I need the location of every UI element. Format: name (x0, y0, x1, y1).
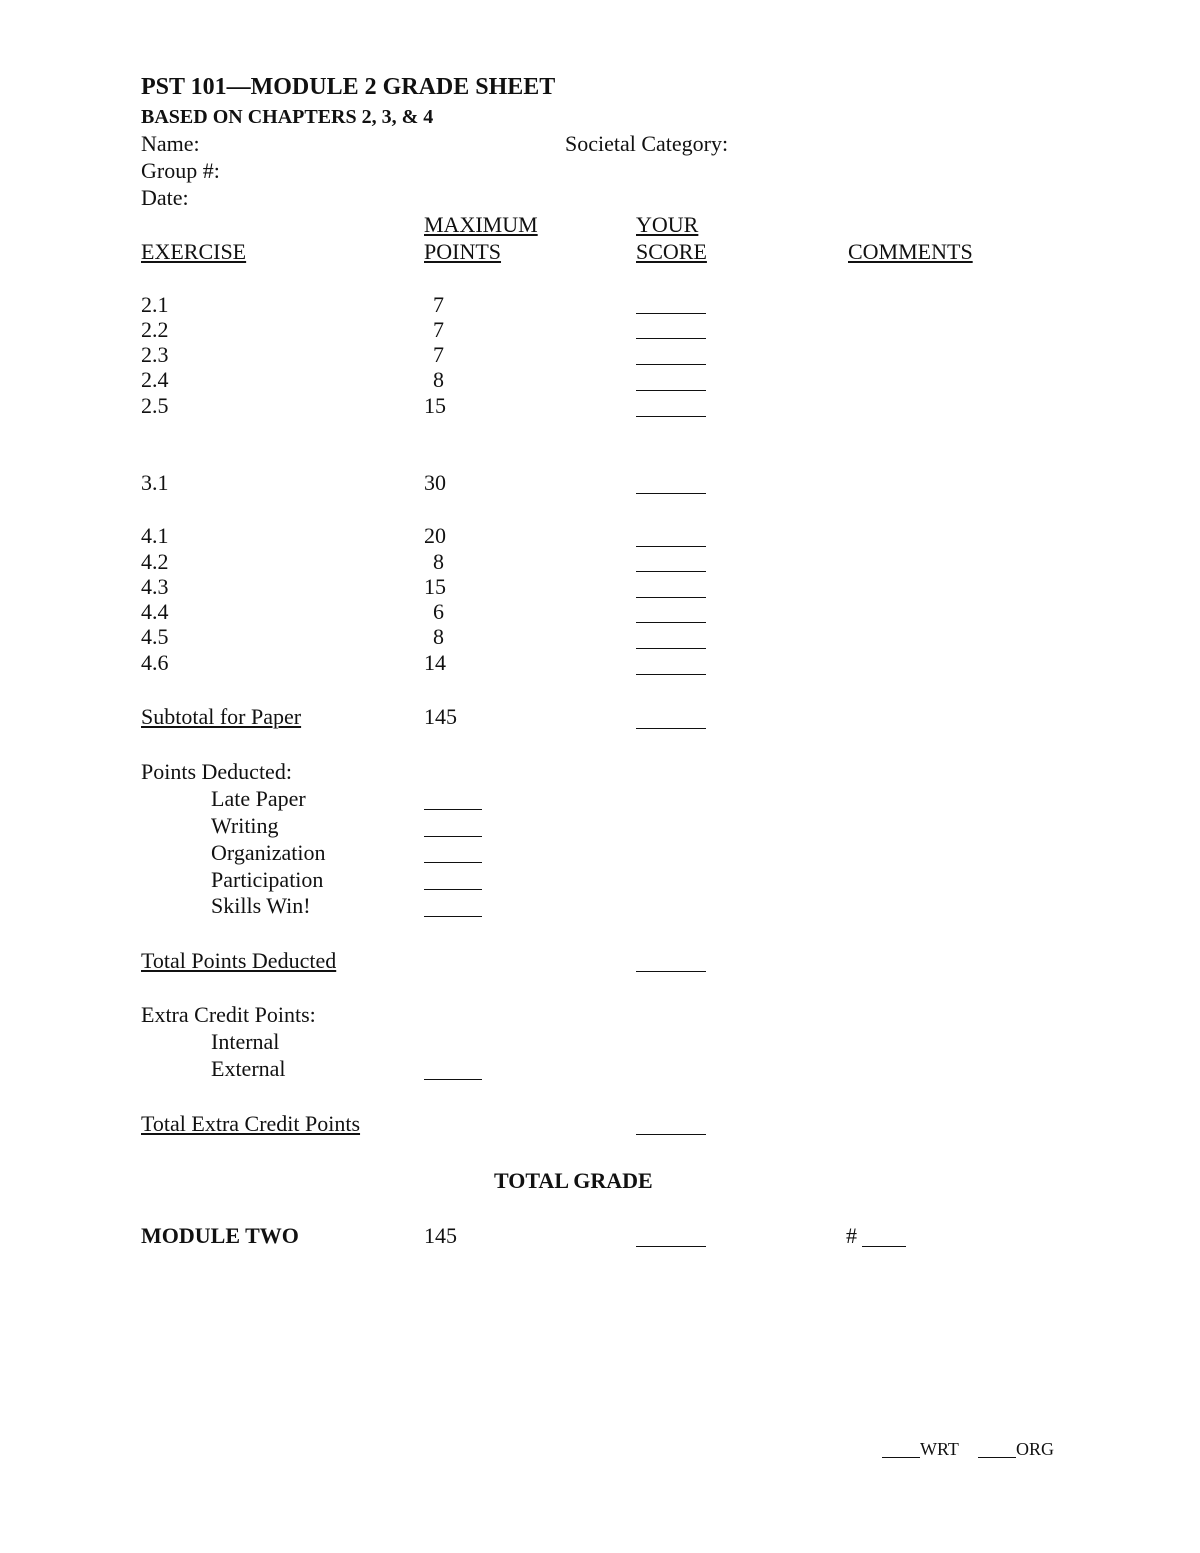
org-blank[interactable] (978, 1457, 1016, 1458)
max-points-header-line1: MAXIMUM (424, 212, 538, 237)
max-points: 8 (433, 549, 444, 574)
extra-credit-heading: Extra Credit Points: (141, 1002, 316, 1027)
comments-header: COMMENTS (848, 239, 973, 264)
exercise-number: 4.6 (141, 650, 169, 675)
org-label: ORG (1016, 1439, 1055, 1459)
deduction-skills-win: Skills Win! (211, 893, 311, 918)
score-blank[interactable] (636, 313, 706, 314)
deduction-blank[interactable] (424, 862, 482, 863)
page-subtitle: BASED ON CHAPTERS 2, 3, & 4 (141, 106, 434, 128)
points-deducted-heading: Points Deducted: (141, 759, 292, 784)
total-deducted-blank[interactable] (636, 971, 706, 972)
total-grade-heading: TOTAL GRADE (494, 1168, 653, 1193)
max-points: 20 (424, 523, 446, 548)
score-blank[interactable] (636, 622, 706, 623)
max-points: 7 (433, 317, 444, 342)
exercise-number: 3.1 (141, 470, 169, 495)
deduction-blank[interactable] (424, 809, 482, 810)
group-label: Group #: (141, 158, 220, 183)
subtotal-label: Subtotal for Paper (141, 704, 302, 729)
max-points: 8 (433, 624, 444, 649)
total-extra-credit-label: Total Extra Credit Points (141, 1111, 361, 1136)
deduction-blank[interactable] (424, 916, 482, 917)
score-blank[interactable] (636, 364, 706, 365)
deduction-blank[interactable] (424, 836, 482, 837)
deduction-blank[interactable] (424, 889, 482, 890)
exercise-number: 4.3 (141, 574, 169, 599)
page-title: PST 101—MODULE 2 GRADE SHEET (141, 74, 556, 100)
score-blank[interactable] (636, 648, 706, 649)
extra-credit-external: External (211, 1056, 286, 1081)
rank-hash: # (846, 1223, 857, 1248)
wrt-blank[interactable] (882, 1457, 920, 1458)
subtotal-points: 145 (424, 704, 457, 729)
score-blank[interactable] (636, 546, 706, 547)
score-blank[interactable] (636, 674, 706, 675)
max-points: 14 (424, 650, 446, 675)
date-label: Date: (141, 185, 189, 210)
max-points-header-line2: POINTS (424, 239, 502, 264)
deduction-organization: Organization (211, 840, 326, 865)
score-blank[interactable] (636, 338, 706, 339)
deduction-late-paper: Late Paper (211, 786, 306, 811)
exercise-number: 4.1 (141, 523, 169, 548)
your-score-header-line2: SCORE (636, 239, 707, 264)
score-blank[interactable] (636, 597, 706, 598)
score-blank[interactable] (636, 571, 706, 572)
max-points: 7 (433, 342, 444, 367)
exercise-number: 4.5 (141, 624, 169, 649)
exercise-number: 2.5 (141, 393, 169, 418)
module-two-score-blank[interactable] (636, 1246, 706, 1247)
exercise-number: 2.2 (141, 317, 169, 342)
max-points: 7 (433, 292, 444, 317)
deduction-writing: Writing (211, 813, 279, 838)
module-two-points: 145 (424, 1223, 457, 1248)
rank-blank[interactable] (862, 1246, 906, 1247)
extra-credit-blank[interactable] (424, 1079, 482, 1080)
score-blank[interactable] (636, 416, 706, 417)
exercise-number: 4.2 (141, 549, 169, 574)
name-label: Name: (141, 131, 200, 156)
exercise-number: 2.1 (141, 292, 169, 317)
max-points: 30 (424, 470, 446, 495)
exercise-number: 2.3 (141, 342, 169, 367)
your-score-header-line1: YOUR (636, 212, 699, 237)
societal-category-label: Societal Category: (565, 131, 729, 156)
score-blank[interactable] (636, 390, 706, 391)
score-blank[interactable] (636, 493, 706, 494)
deduction-participation: Participation (211, 867, 324, 892)
max-points: 8 (433, 367, 444, 392)
subtotal-score-blank[interactable] (636, 728, 706, 729)
extra-credit-internal: Internal (211, 1029, 280, 1054)
exercise-number: 2.4 (141, 367, 169, 392)
max-points: 6 (433, 599, 444, 624)
total-extra-credit-blank[interactable] (636, 1134, 706, 1135)
max-points: 15 (424, 393, 446, 418)
wrt-label: WRT (920, 1439, 959, 1459)
module-two-label: MODULE TWO (141, 1223, 299, 1248)
exercise-header: EXERCISE (141, 239, 247, 264)
exercise-number: 4.4 (141, 599, 169, 624)
total-deducted-label: Total Points Deducted (141, 948, 337, 973)
max-points: 15 (424, 574, 446, 599)
